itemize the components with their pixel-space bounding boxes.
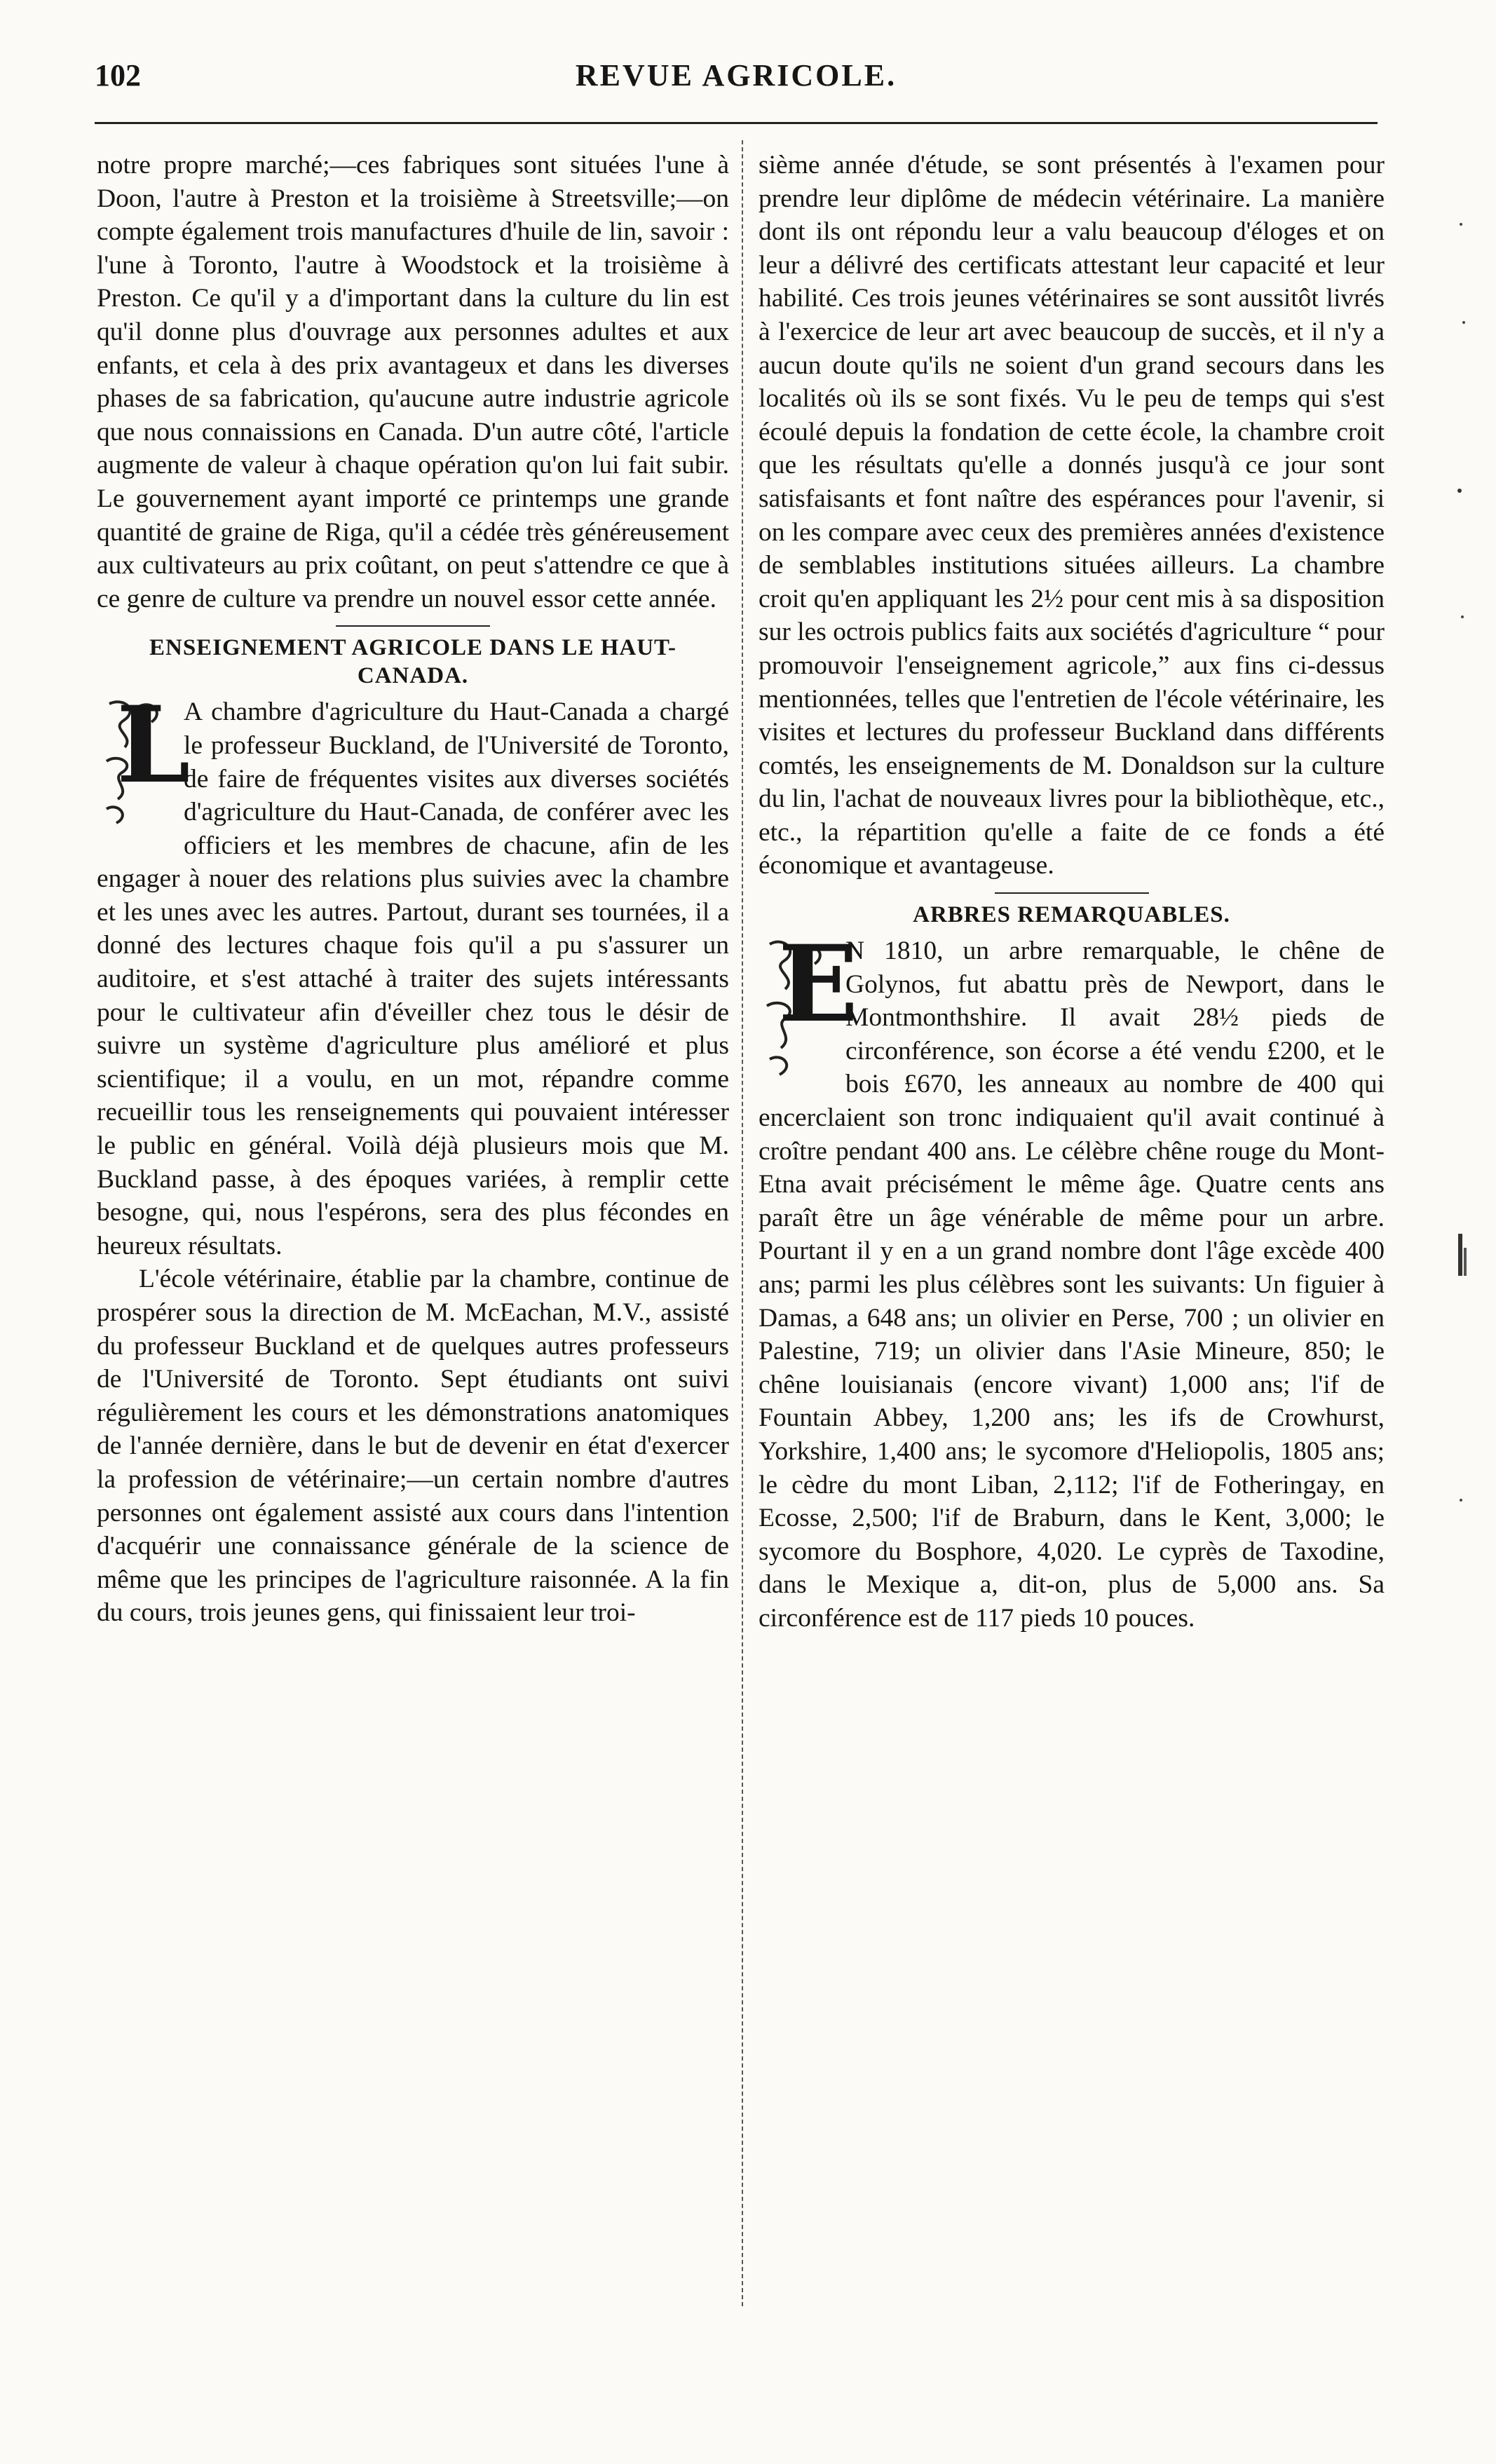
dropcap-paragraph: [97, 683, 729, 1262]
ornamental-dropcap-l: [97, 683, 191, 830]
running-title: REVUE AGRICOLE.: [575, 58, 897, 93]
section-heading-arbres: ARBRES REMARQUABLES.: [913, 902, 1230, 928]
paragraph-ecole-veterinaire: L'école vétérinaire, établie par la chambre, continue de prospérer sous la direction de M. McEachan, M.V., assisté du professeur Buckland et de quelques autres professeurs de l'Université de Toronto. Sept étudiants ont suivi régulièrement les cours et les démonstrations anatomiques de l'année dernière, dans le but de devenir en état d'exercer la profession de vétérinaire;—un certain nombre d'autres personnes ont également assisté aux cours dans l'intention d'acquérir une connaissance générale de la science de même que les principes de l'agriculture raisonnée. A la fin du cours, trois jeunes gens, qui finissaient leur troi-: [97, 1265, 729, 1628]
paragraph-remarkable-trees: N 1810, un arbre remarquable, le chêne de Golynos, fut abattu près de Newport, dans le Montmonthshire. Il avait 28½ pieds de circonférence, son écorse a été vendu £200, et le bois £670, les anneaux au nombre de 400 qui encerclaient son tronc indiquaient qu'il avait continué à croître pendant 400 ans. Le célèbre chêne rouge du Mont-Etna avait précisément le même âge. Quatre cents ans paraît être un âge vénérable de même pour un arbre. Pourtant il y en a un grand nombre dont l'âge excède 400 ans; parmi les plus célèbres sont les suivants: Un figuier à Damas, a 648 ans; un olivier en Perse, 700 ; un olivier en Palestine, 719; un olivier dans l'Asie Mineure, 850; le chêne louisianais (encore vivant) 1,000 ans; l'if de Fountain Abbey, 1,200 ans; les ifs de Crowhurst, Yorkshire, 1,400 ans; le sycomore d'Heliopolis, 1805 ans; le cèdre du mont Liban, 2,112; l'if de Fotheringay, en Ecosse, 2,500; l'if de Braburn, dans le Kent, 3,000; le sycomore du Bosphore, 4,020. Le cyprès de Taxodine, dans le Mexique a, dit-on, plus de 5,000 ans. Sa circonférence est de 117 pieds 10 pouces.: [759, 937, 1385, 1633]
dropcap-letter: L: [116, 683, 191, 808]
column-divider: [742, 140, 743, 2306]
paragraph-veterinary-results: sième année d'étude, se sont présentés à l'examen pour prendre leur diplôme de médecin vétérinaire. La manière dont ils ont répondu leur a valu beaucoup d'éloges et on leur a délivré des certificats attestant leur capacité et leur habilité. Ces trois jeunes vétérinaires se sont aussitôt livrés à l'exercice de leur art avec beaucoup de succès, et il n'y a aucun doute qu'ils ne soient d'un grand secours dans les localités où ils se sont fixés. Vu le peu de temps qui s'est écoulé depuis la fondation de cette école, la chambre croit que les résultats qu'elle a donnés jusqu'à ce jour sont satisfaisants et font naître des espérances pour l'avenir, si on les compare avec ceux des premières années d'existence de semblables institutions situées ailleurs. La chambre croit qu'en appliquant les 2½ pour cent mis à sa disposition sur les octrois publics faits aux sociétés d'agriculture “ pour promouvoir l'enseignement agricole,” aux fins ci-dessus mentionnées, telles que l'entretien de l'école vétérinaire, les visites et lectures du professeur Buckland dans différents comtés, les enseignements de M. Donaldson sur la culture du lin, l'achat de nouveaux livres pour la bibliothèque, etc., etc., la répartition qu'elle a faite de ce fonds a été économique et avantageuse.: [759, 151, 1385, 880]
paragraph-flax-industry: notre propre marché;—ces fabriques sont situées l'une à Doon, l'autre à Preston et la troisième à Streetsville;—on compte également trois manufactures d'huile de lin, savoir : l'une à Toronto, l'autre à Woodstock et la troisième à Preston. Ce qu'il y a d'important dans la culture du lin est qu'il donne plus d'ouvrage aux personnes adultes et aux enfants, et cela à des prix avantageux et dans les diverses phases de sa fabrication, qu'aucune autre industrie agricole que nous connaissions en Canada. D'un autre côté, l'article augmente de valeur à chaque opération qu'on lui fait subir. Le gouvernement ayant importé ce printemps une grande quantité de graine de Riga, qu'il a cédée très généreusement aux cultivateurs au prix coûtant, on peut s'attendre ce que à ce genre de culture va prendre un nouvel essor cette année.: [97, 151, 729, 613]
paragraph-buckland-visits: A chambre d'agriculture du Haut-Canada a chargé le professeur Buckland, de l'Université de Toronto, de faire de fréquentes visites aux diverses sociétés d'agriculture du Haut-Canada, de conférer avec les officiers et les membres de chacune, afin de les engager à nouer des relations plus suivies avec la chambre et les unes avec les autres. Partout, durant ses tournées, il a donné des lectures chaque fois qu'il a pu s'assurer un auditoire, et s'est attaché à traiter des sujets intéressants pour le cultivateur afin d'éveiller chez tous le désir de suivre un système d'agriculture plus amélioré et plus scientifique; il a voulu, en un mot, répandre comme recueillir tous les renseignements qui pouvaient intéresser le public en général. Voilà déjà plusieurs mois que M. Buckland passe, à des époques variées, à remplir cette besogne, qui, nous l'espérons, sera des plus fécondes en heureux résultats.: [97, 697, 729, 1260]
section-heading-enseignement: ENSEIGNEMENT AGRICOLE DANS LE HAUT-CANADA.: [149, 635, 676, 689]
section-rule: [995, 892, 1149, 894]
section-rule: [336, 625, 490, 627]
dropcap-paragraph: [759, 923, 1385, 1635]
dropcap-letter: E: [778, 923, 859, 1047]
page-header: [95, 57, 1378, 107]
margin-specks: [1440, 196, 1482, 1528]
right-column: [759, 149, 1385, 1635]
header-rule: [95, 122, 1378, 124]
left-column: [97, 149, 729, 1630]
ornamental-dropcap-e: [759, 923, 859, 1083]
page-number: 102: [95, 58, 141, 93]
